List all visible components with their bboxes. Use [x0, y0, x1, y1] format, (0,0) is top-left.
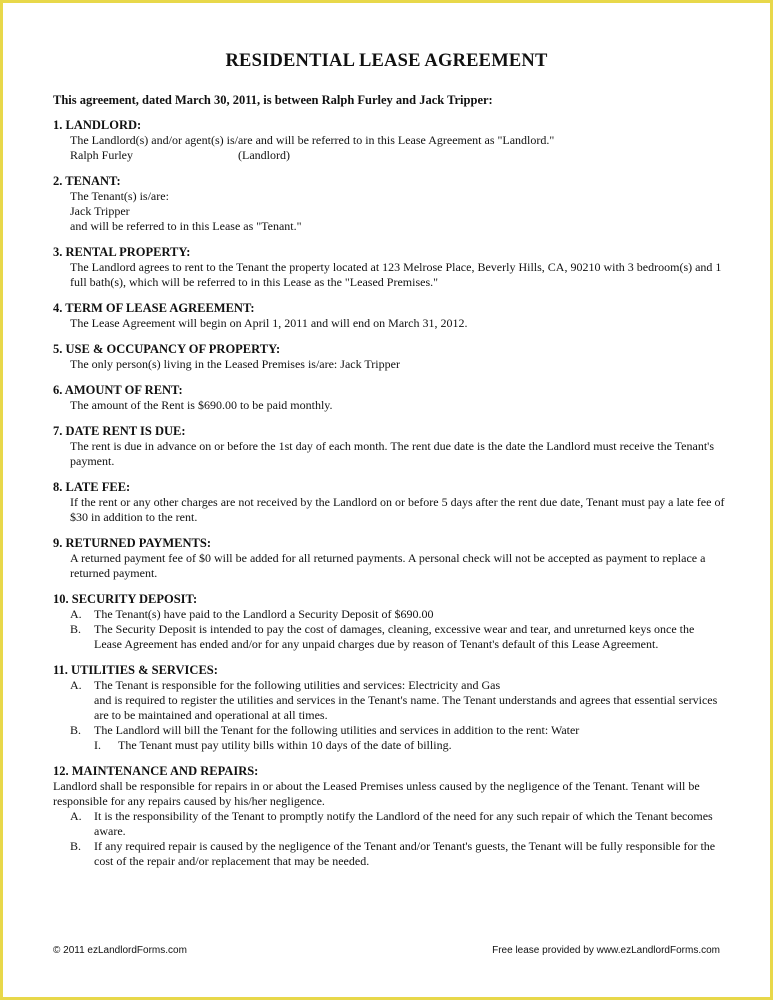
section-text: If the rent or any other charges are not received by the Landlord on or before 5 days after the rent due date, Tenant must pay a late fee of $30 in addition to the rent.	[70, 495, 725, 524]
section-text: The only person(s) living in the Leased Premises is/are: Jack Tripper	[70, 357, 400, 371]
section-heading: 1. LANDLORD:	[53, 118, 142, 132]
section-occupancy	[53, 342, 725, 372]
list-text: The Tenant is responsible for the following utilities and services: Electricity and Gas	[94, 678, 501, 692]
list-text: The Landlord will bill the Tenant for the following utilities and services in addition to the rent: Water	[94, 723, 580, 737]
section-rent-amount	[53, 383, 725, 413]
copyright-text: © 2011 ezLandlordForms.com	[53, 945, 187, 956]
section-text: The Landlord(s) and/or agent(s) is/are and will be referred to in this Lease Agreement as "Landlord."	[70, 133, 555, 147]
section-heading: 9. RETURNED PAYMENTS:	[53, 536, 212, 550]
section-text: The Tenant(s) is/are:	[70, 189, 169, 203]
section-heading: 4. TERM OF LEASE AGREEMENT:	[53, 301, 255, 315]
list-item	[53, 607, 725, 622]
section-heading: 7. DATE RENT IS DUE:	[53, 424, 186, 438]
list-marker: B.	[70, 723, 82, 737]
section-maintenance	[53, 764, 725, 869]
document-title: RESIDENTIAL LEASE AGREEMENT	[225, 51, 548, 71]
page-footer	[53, 945, 720, 956]
list-text: and is required to register the utilities and services in the Tenant's name. The Tenant understands and agrees that essential services are to be maintained and operational at all times.	[94, 693, 718, 722]
section-heading: 2. TENANT:	[53, 174, 121, 188]
sub-list-item	[53, 738, 725, 753]
tenant-name: Jack Tripper	[70, 204, 130, 218]
section-utilities	[53, 663, 725, 753]
list-item	[53, 622, 725, 652]
list-item	[53, 839, 725, 869]
section-text: A returned payment fee of $0 will be added for all returned payments. A personal check will not be accepted as payment to replace a returned payment.	[70, 551, 706, 580]
agreement-intro: This agreement, dated March 30, 2011, is between Ralph Furley and Jack Tripper:	[53, 93, 493, 107]
section-security-deposit	[53, 592, 725, 652]
section-heading: 3. RENTAL PROPERTY:	[53, 245, 191, 259]
list-item	[53, 809, 725, 839]
section-rental-property	[53, 245, 725, 290]
provider-text: Free lease provided by www.ezLandlordForms.com	[492, 945, 720, 956]
list-marker: A.	[70, 607, 82, 621]
landlord-role: (Landlord)	[238, 148, 290, 162]
list-item	[53, 678, 725, 723]
section-text: Landlord shall be responsible for repairs in or about the Leased Premises unless caused by the negligence of the Tenant. Tenant will be responsible for any repairs caused by his/her negligence.	[53, 779, 700, 808]
section-heading: 6. AMOUNT OF RENT:	[53, 383, 183, 397]
section-text: and will be referred to in this Lease as "Tenant."	[70, 219, 302, 233]
list-marker: A.	[70, 678, 82, 692]
section-text: The amount of the Rent is $690.00 to be paid monthly.	[70, 398, 333, 412]
section-heading: 11. UTILITIES & SERVICES:	[53, 663, 218, 677]
list-item	[53, 723, 725, 738]
section-heading: 12. MAINTENANCE AND REPAIRS:	[53, 764, 259, 778]
list-text: The Tenant must pay utility bills within 10 days of the date of billing.	[118, 738, 452, 752]
section-term	[53, 301, 725, 331]
list-text: If any required repair is caused by the negligence of the Tenant and/or Tenant's guests, the Tenant will be fully responsible for the cost of the repair and/or replacement that may be needed.	[94, 839, 716, 868]
section-landlord	[53, 118, 725, 163]
section-text: The Landlord agrees to rent to the Tenant the property located at 123 Melrose Place, Beverly Hills, CA, 90210 with 3 bedroom(s) and 1 full bath(s), which will be referred to in this Lease as the "Leased Premises."	[70, 260, 722, 289]
section-text: The rent is due in advance on or before the 1st day of each month. The rent due date is the date the Landlord must receive the Tenant's payment.	[70, 439, 714, 468]
lease-sections	[53, 118, 725, 880]
section-late-fee	[53, 480, 725, 525]
section-returned-payments	[53, 536, 725, 581]
landlord-name: Ralph Furley	[70, 148, 133, 162]
list-text: It is the responsibility of the Tenant to promptly notify the Landlord of the need for any such repair of which the Tenant becomes aware.	[94, 809, 713, 838]
section-tenant	[53, 174, 725, 234]
section-rent-due	[53, 424, 725, 469]
landlord-name-row	[53, 148, 725, 163]
section-text: The Lease Agreement will begin on April 1, 2011 and will end on March 31, 2012.	[70, 316, 468, 330]
section-heading: 8. LATE FEE:	[53, 480, 131, 494]
section-heading: 5. USE & OCCUPANCY OF PROPERTY:	[53, 342, 281, 356]
list-marker: B.	[70, 622, 82, 636]
list-marker: A.	[70, 809, 82, 823]
list-marker: I.	[94, 738, 101, 752]
list-text: The Security Deposit is intended to pay the cost of damages, cleaning, excessive wear and tear, and unreturned keys once the Lease Agreement has ended and/or for any unpaid charges due by reason of Tenant's default of this Lease Agreement.	[94, 622, 695, 651]
list-marker: B.	[70, 839, 82, 853]
section-heading: 10. SECURITY DEPOSIT:	[53, 592, 198, 606]
list-text: The Tenant(s) have paid to the Landlord a Security Deposit of $690.00	[94, 607, 434, 621]
